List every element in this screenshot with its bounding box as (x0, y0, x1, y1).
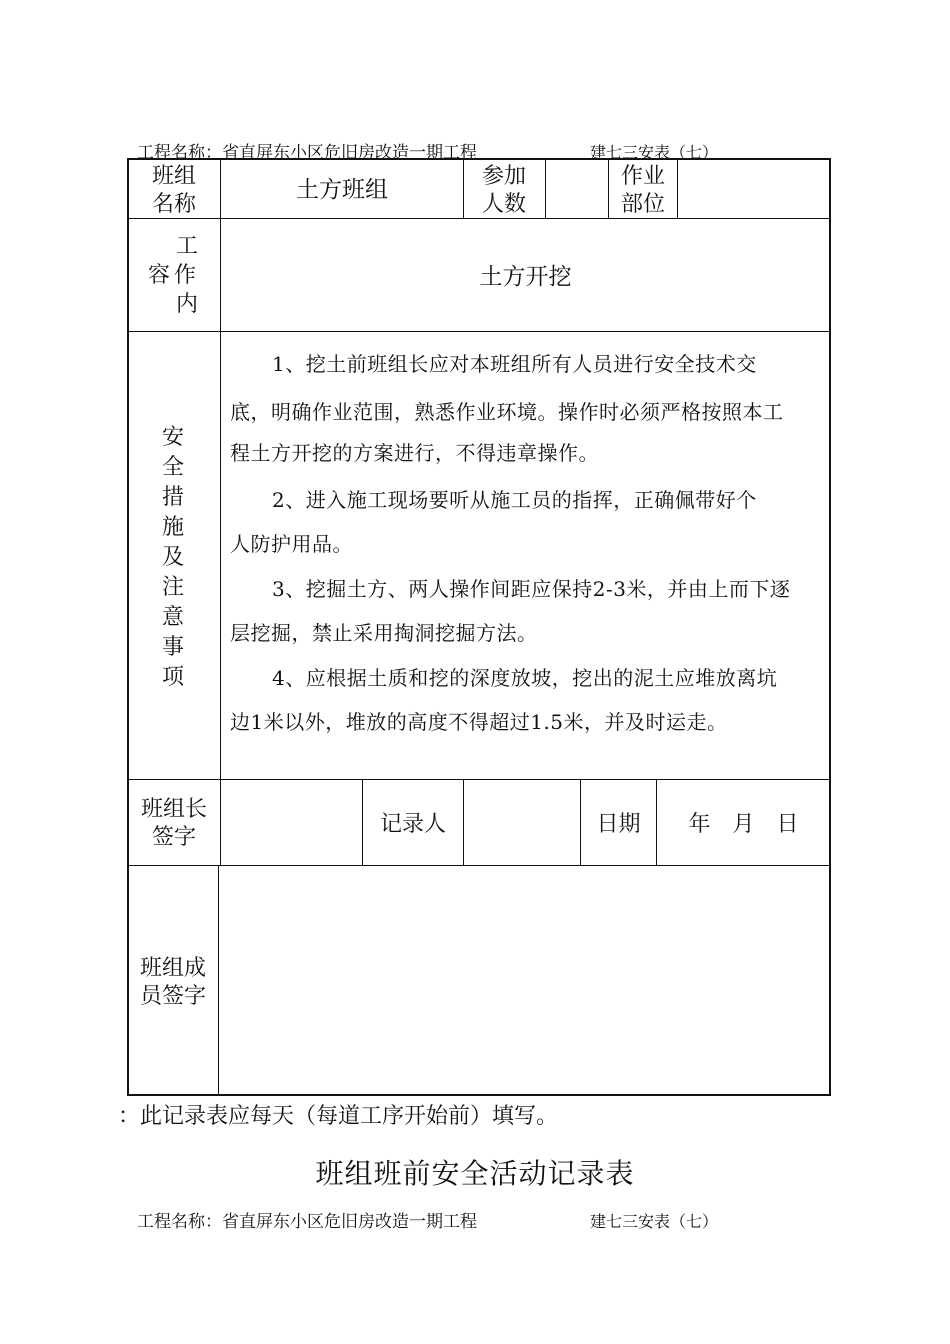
safety-line: 2、进入施工现场要听从施工员的指挥，正确佩带好个 (272, 488, 757, 512)
members-signature-area[interactable] (220, 867, 829, 1094)
next-form-title: 班组班前安全活动记录表 (315, 1157, 635, 1190)
recorder-field[interactable] (465, 781, 578, 863)
column-divider (463, 158, 464, 218)
date-field[interactable]: 年 月 日 (688, 812, 799, 837)
column-divider (220, 158, 221, 865)
column-divider (677, 158, 678, 218)
team-leader-signature-label: 班组长 签字 (140, 797, 207, 850)
next-form-project-name: 工程名称：省直屏东小区危旧房改造一期工程 (137, 1212, 477, 1232)
row-divider (127, 865, 831, 866)
team-leader-signature-field[interactable] (222, 781, 360, 863)
safety-line: 4、应根据土质和挖的深度放坡，挖出的泥土应堆放离坑 (272, 666, 778, 690)
members-signature-label: 班组成 员签字 (139, 956, 206, 1009)
footnote: ：此记录表应每天（每道工序开始前）填写。 (118, 1104, 559, 1129)
team-name-value: 土方班组 (296, 177, 388, 203)
safety-line: 边1米以外，堆放的高度不得超过1.5米，并及时运走。 (230, 710, 728, 734)
column-divider (608, 158, 609, 218)
safety-line: 底，明确作业范围，熟悉作业环境。操作时必须严格按照本工 (230, 400, 784, 424)
form-code: 建七三安表（七） (590, 143, 719, 162)
column-divider (545, 158, 546, 218)
work-location-label: 作业 部位 (620, 164, 665, 217)
next-form-code: 建七三安表（七） (590, 1212, 719, 1231)
row-divider (127, 331, 831, 332)
column-divider (362, 779, 363, 865)
work-content-label: 工 容作 内 (148, 234, 201, 317)
recorder-label: 记录人 (379, 812, 446, 837)
safety-line: 人防护用品。 (230, 532, 353, 556)
safety-line: 层挖掘，禁止采用掏洞挖掘方法。 (230, 621, 538, 645)
team-name-label: 班组 名称 (151, 164, 196, 217)
work-content-value: 土方开挖 (479, 264, 572, 290)
safety-line: 程土方开挖的方案进行，不得违章操作。 (230, 441, 599, 465)
column-divider (463, 779, 464, 865)
safety-line: 3、挖掘土方、两人操作间距应保持2-3米，并由上而下逐 (272, 577, 791, 601)
project-name-header: 工程名称：省直屏东小区危旧房改造一期工程 (137, 143, 477, 163)
safety-line: 1、挖土前班组长应对本班组所有人员进行安全技术交 (272, 352, 757, 376)
column-divider (656, 779, 657, 865)
row-divider (127, 779, 831, 780)
participants-label: 参加 人数 (481, 164, 526, 217)
column-divider (580, 779, 581, 865)
safety-measures-label: 安 全 措 施 及 注 意 事 项 (161, 425, 184, 690)
column-divider (218, 865, 219, 1096)
date-label: 日期 (596, 812, 641, 837)
